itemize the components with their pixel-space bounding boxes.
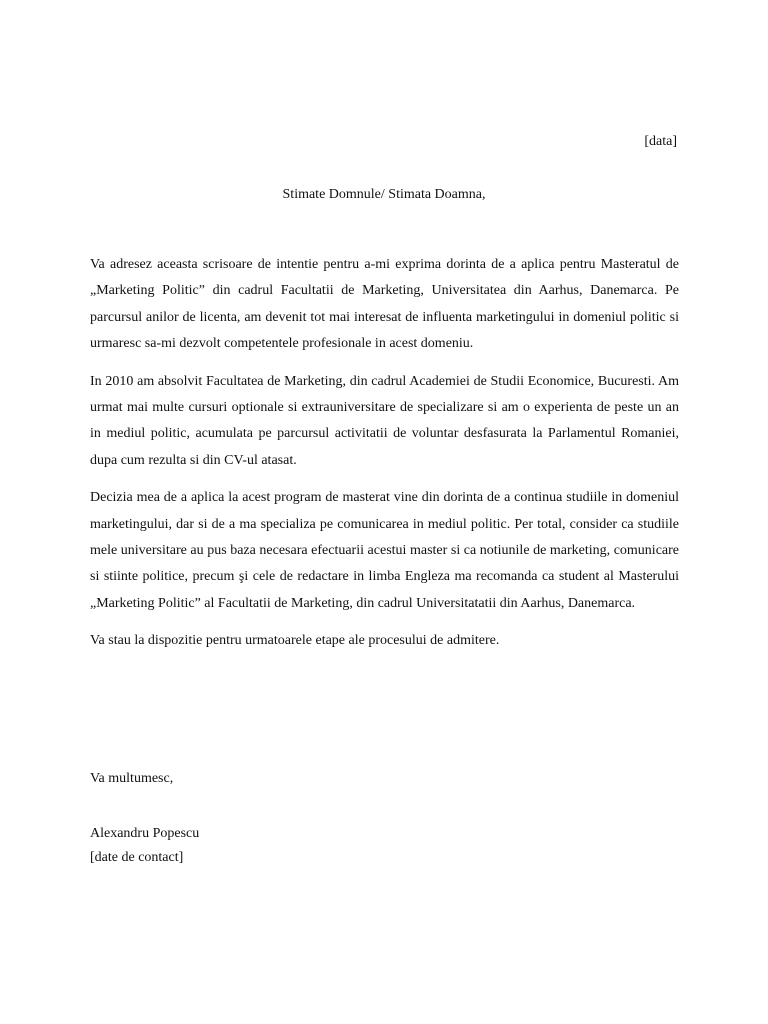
- letter-body: [90, 252, 679, 666]
- letter-closing: Va multumesc,: [90, 771, 174, 786]
- letter-date: [data]: [644, 134, 677, 149]
- contact-details: [date de contact]: [90, 850, 184, 865]
- paragraph-availability: Va stau la dispozitie pentru urmatoarele etape ale procesului de admitere.: [90, 633, 500, 649]
- paragraph-education: In 2010 am absolvit Facultatea de Marketing, din cadrul Academiei de Studii Economice, Bucuresti. Am urmat mai multe cursuri optionale si extrauniversitare de specializare si am o experienta de peste un an in mediul politic, acumulata pe parcursul activitatii de voluntar desfasurata la Parlamentul Romaniei, dupa cum rezulta si din CV-ul atasat.: [90, 373, 679, 468]
- signer-name: Alexandru Popescu: [90, 826, 200, 841]
- paragraph-intent: Va adresez aceasta scrisoare de intentie pentru a-mi exprima dorinta de a aplica pentru Masteratul de „Marketing Politic” din cadrul Facultatii de Marketing, Universitatea din Aarhus, Danemarca. Pe parcursul anilor de licenta, am devenit tot mai interesat de influenta marketingului in domeniul politic si urmaresc sa-mi dezvolt competentele profesionale in acest domeniu.: [90, 257, 679, 352]
- letter-salutation: Stimate Domnule/ Stimata Doamna,: [282, 187, 486, 202]
- signature-block: [90, 822, 199, 870]
- paragraph-motivation: Decizia mea de a aplica la acest program de masterat vine din dorinta de a continua studiile in domeniul marketingului, dar si de a ma specializa pe comunicarea in mediul politic. Per total, consider ca studiile mele universitare au pus baza necesara efectuarii acestui master si ca notiunile de marketing, comunicare si stiinte politice, precum şi cele de redactare in limba Engleza ma recomanda ca student al Masterului „Marketing Politic” al Facultatii de Marketing, din cadrul Universitatatii din Aarhus, Danemarca.: [90, 490, 679, 611]
